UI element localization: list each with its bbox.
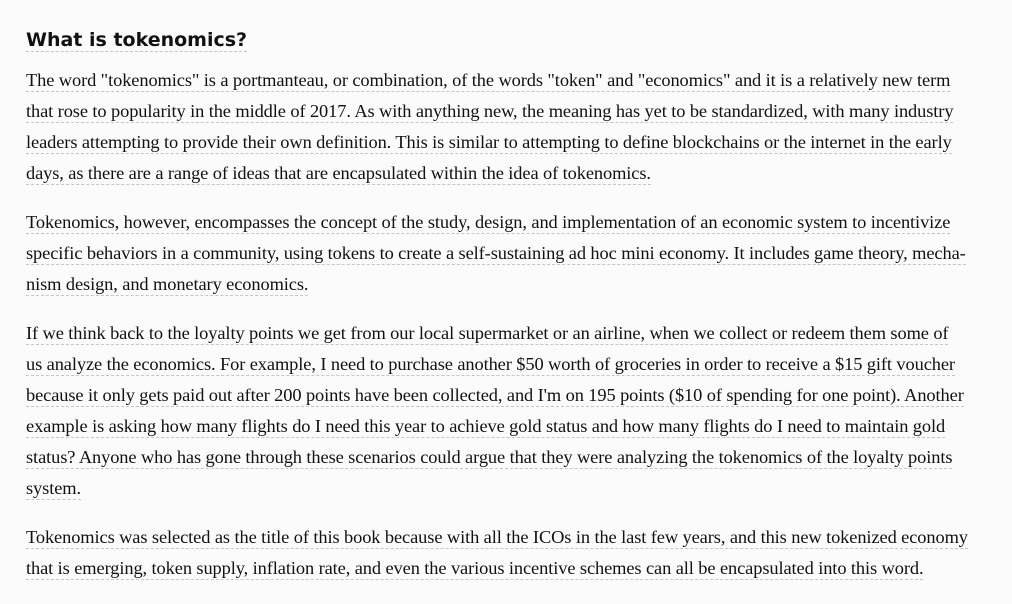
text-line: us analyze the economics. For example, I need to purchase another $50 worth of groceries in order to receive a $15 gift voucher xyxy=(26,354,955,374)
section-heading xyxy=(26,28,976,52)
heading-text: What is tokenomics? xyxy=(26,29,248,51)
paragraph-1 xyxy=(26,67,976,187)
text-line: Tokenomics was selected as the title of this book because with all the ICOs in the last few years, and this new tokenized economy xyxy=(26,527,968,547)
text-line: that is emerging, token supply, inflation rate, and even the various incentive schemes can all be encapsulated into this word. xyxy=(26,558,924,578)
text-line: nism design, and monetary economics. xyxy=(26,274,309,294)
text-line: leaders attempting to provide their own definition. This is similar to attempting to define blockchains or the internet in the early xyxy=(26,132,952,152)
paragraph-2 xyxy=(26,209,976,298)
text-line: example is asking how many flights do I need this year to achieve gold status and how many flights do I need to maintain gold xyxy=(26,416,946,436)
text-line: days, as there are a range of ideas that are encapsulated within the idea of tokenomics. xyxy=(26,163,651,183)
text-line: If we think back to the loyalty points we get from our local supermarket or an airline, when we collect or redeem them some of xyxy=(26,323,949,343)
text-line: system. xyxy=(26,478,81,498)
text-line: status? Anyone who has gone through these scenarios could argue that they were analyzing the tokenomics of the loyalty points xyxy=(26,447,953,467)
paragraph-4 xyxy=(26,524,976,582)
document-page xyxy=(26,28,976,604)
text-line: that rose to popularity in the middle of 2017. As with anything new, the meaning has yet to be standardized, with many industry xyxy=(26,101,954,121)
text-line: Tokenomics, however, encompasses the concept of the study, design, and implementation of an economic system to incentivize xyxy=(26,212,951,232)
text-line: because it only gets paid out after 200 points have been collected, and I'm on 195 points ($10 of spending for one point). Another xyxy=(26,385,964,405)
paragraph-3 xyxy=(26,320,976,502)
text-line: specific behaviors in a community, using tokens to create a self-sustaining ad hoc mini economy. It includes game theory, mecha- xyxy=(26,243,966,263)
text-line: The word "tokenomics" is a portmanteau, or combination, of the words "token" and "economics" and it is a relatively new term xyxy=(26,70,951,90)
